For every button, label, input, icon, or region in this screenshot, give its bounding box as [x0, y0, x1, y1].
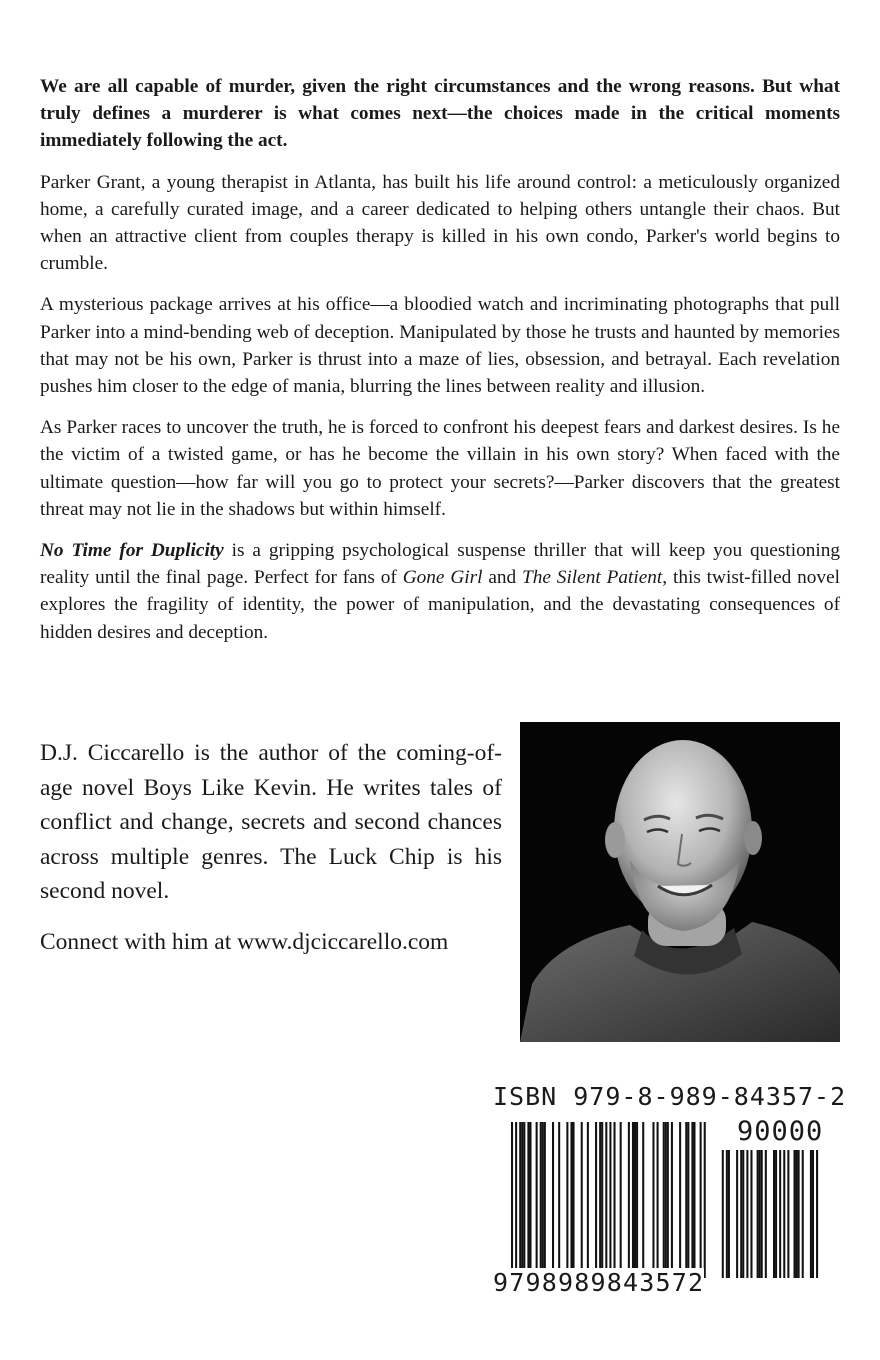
- author-portrait-illustration: [520, 722, 840, 1042]
- synopsis-paragraph-3: As Parker races to uncover the truth, he is forced to confront his deepest fears and darkest desires. Is he the victim of a twisted game, or has he become the villain in his own story? When faced with the ultimate question—how far will you go to protect your secrets?—Parker discovers that the greatest threat may not lie in the shadows but within himself.: [40, 417, 840, 520]
- barcode-bar: [566, 1122, 568, 1268]
- barcode-bar: [704, 1122, 706, 1278]
- barcode-bar: [511, 1122, 513, 1278]
- addon-barcode-bar: [742, 1150, 744, 1278]
- barcode-bar: [700, 1122, 702, 1278]
- barcode-bar: [521, 1122, 523, 1268]
- barcode-bar: [667, 1122, 669, 1268]
- addon-barcode-bar: [773, 1150, 775, 1278]
- addon-barcode-bar: [726, 1150, 728, 1278]
- price-code: 90000: [737, 1116, 824, 1147]
- barcode-digits: 9798989843572: [493, 1268, 705, 1297]
- addon-barcode-bar: [736, 1150, 738, 1278]
- addon-barcode-bar: [816, 1150, 818, 1278]
- addon-barcode-bar: [794, 1150, 796, 1278]
- addon-barcode-bar: [802, 1150, 804, 1278]
- barcode-bar: [628, 1122, 630, 1268]
- barcode-bar: [665, 1122, 667, 1268]
- barcode-bar: [620, 1122, 622, 1268]
- comparison-title-1: Gone Girl: [402, 567, 483, 589]
- barcode-bar: [536, 1122, 538, 1268]
- barcode-bar: [544, 1122, 546, 1268]
- addon-barcode-bar: [722, 1150, 724, 1278]
- isbn-barcode: [493, 1108, 825, 1278]
- barcode-bar: [601, 1122, 603, 1268]
- back-cover-blurb: [40, 73, 840, 660]
- hook-paragraph: We are all capable of murder, given the right circumstances and the wrong reasons. But what truly defines a murderer is what comes next—the choices made in the critical moments immediately following the act.: [40, 76, 840, 152]
- addon-barcode-bar: [740, 1150, 742, 1278]
- addon-barcode-bar: [798, 1150, 800, 1278]
- barcode-bar: [679, 1122, 681, 1268]
- barcode-bar: [642, 1122, 644, 1268]
- barcode-bar: [542, 1122, 544, 1268]
- barcode-bar: [558, 1122, 560, 1268]
- text-run: and: [482, 567, 523, 589]
- isbn-label: ISBN 979-8-989-84357-2: [493, 1082, 847, 1111]
- barcode-bar: [652, 1122, 654, 1268]
- addon-barcode-bar: [779, 1150, 781, 1278]
- barcode-bar: [671, 1122, 673, 1268]
- barcode-bar: [685, 1122, 687, 1268]
- addon-barcode-bar: [787, 1150, 789, 1278]
- barcode-bar: [573, 1122, 575, 1268]
- synopsis-paragraph-2: A mysterious package arrives at his office—a bloodied watch and incriminating photographs that pull Parker into a mind-bending web of deception. Manipulated by those he trusts and haunted by memories that may not be his own, Parker is thrust into a maze of lies, obsession, and betrayal. Each revelation pushes him closer to the edge of mania, blurring the lines between reality and illusion.: [40, 294, 840, 398]
- barcode-bar: [587, 1122, 589, 1268]
- addon-barcode-bar: [759, 1150, 761, 1278]
- addon-barcode-bar: [750, 1150, 752, 1278]
- addon-barcode-bar: [775, 1150, 777, 1278]
- barcode-bar: [605, 1122, 607, 1278]
- barcode-bar: [657, 1122, 659, 1268]
- barcode-bar: [693, 1122, 695, 1268]
- author-bio-text: D.J. Ciccarello is the author of the coming-of-age novel Boys Like Kevin. He writes tales of conflict and change, secrets and second chances across multiple genres. The Luck Chip is his second novel.: [40, 740, 502, 904]
- barcode-bar: [529, 1122, 531, 1268]
- addon-barcode-bar: [765, 1150, 767, 1278]
- author-photo: [520, 722, 840, 1042]
- synopsis-paragraph-4: [40, 537, 840, 646]
- addon-barcode-bar: [761, 1150, 763, 1278]
- author-website-line: Connect with him at www.djciccarello.com: [40, 928, 449, 955]
- comparison-title-2: The Silent Patient: [522, 567, 663, 589]
- barcode-bar: [609, 1122, 611, 1278]
- barcode-bar: [636, 1122, 638, 1268]
- addon-barcode-bar: [796, 1150, 798, 1278]
- barcode-bar: [634, 1122, 636, 1268]
- addon-barcode-bar: [810, 1150, 812, 1278]
- barcode-bar: [527, 1122, 529, 1268]
- barcode-bar: [632, 1122, 634, 1268]
- barcode-bar: [540, 1122, 542, 1268]
- text-run: is a gripping psychological suspense thriller that will keep you questioning reality until the final page. Perfect for fans of: [40, 540, 840, 589]
- barcode-bar: [663, 1122, 665, 1268]
- addon-barcode-bar: [783, 1150, 785, 1278]
- addon-barcode-bar: [812, 1150, 814, 1278]
- barcode-bar: [552, 1122, 554, 1268]
- barcode-bar: [687, 1122, 689, 1268]
- synopsis-paragraph-1: Parker Grant, a young therapist in Atlanta, has built his life around control: a meticulously organized home, a carefully curated image, and a career dedicated to helping others untangle their chaos. But when an attractive client from couples therapy is killed in his own condo, Parker's world begins to crumble.: [40, 171, 840, 275]
- barcode-bar: [523, 1122, 525, 1268]
- text-run: , this twist-filled novel explores the fragility of identity, the power of manipulation, and the devastating consequences of hidden desires and deception.: [40, 567, 840, 643]
- barcode-bar: [581, 1122, 583, 1268]
- addon-barcode-bar: [757, 1150, 759, 1278]
- barcode-bar: [595, 1122, 597, 1268]
- barcode-bar: [570, 1122, 572, 1268]
- barcode-bar: [519, 1122, 521, 1268]
- barcode-bar: [614, 1122, 616, 1268]
- barcode-bar: [515, 1122, 517, 1278]
- author-bio: [40, 736, 502, 975]
- barcode-bar: [599, 1122, 601, 1268]
- addon-barcode-bar: [728, 1150, 730, 1278]
- book-title: No Time for Duplicity: [40, 540, 224, 562]
- addon-barcode-bar: [746, 1150, 748, 1278]
- barcode-bar: [691, 1122, 693, 1268]
